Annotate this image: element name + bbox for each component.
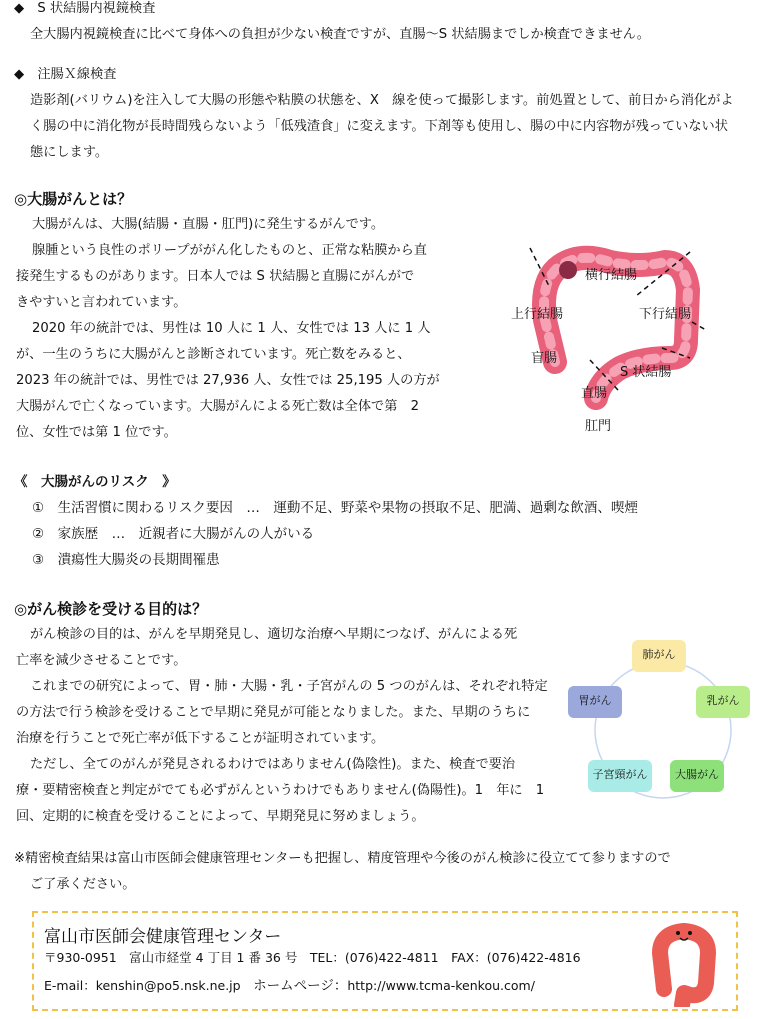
cycle-label-colon: 大腸がん [675, 768, 719, 781]
risk-item: ② 家族歴 … 近親者に大腸がんの人がいる [32, 526, 315, 542]
cycle-node-breast [696, 686, 750, 718]
purpose-heading: ◎がん検診を受ける目的は？ [14, 600, 208, 618]
barium-line: く腸の中に消化物が長時間残らないよう「低残渣食」に変えます。下剤等も使用し、腸の中に内容物が残っていない状 [30, 119, 728, 134]
label-sigmoid: S 状結腸 [620, 365, 672, 380]
cycle-label-cervical: 子宮頸がん [592, 768, 648, 781]
barium-line: 態にします。 [30, 145, 109, 160]
cycle-label-lung: 肺がん [642, 648, 676, 661]
label-rectum: 直腸 [581, 386, 608, 401]
cycle-node-stomach [568, 686, 622, 718]
about-line: 腺腫という良性のポリープががん化したものと、正常な粘膜から直 [32, 243, 427, 258]
cycle-node-cervical [588, 760, 652, 792]
purpose-line: これまでの研究によって、胃・肺・大腸・乳・子宮がんの 5 つのがんは、それぞれ特定 [30, 679, 548, 694]
purpose-line: 療・要精密検査と判定がでても必ずがんというわけでもありません(偽陽性)。1 年に 1 [16, 783, 545, 798]
about-line: 大腸がんで亡くなっています。大腸がんによる死亡数は全体で第 2 [16, 399, 419, 414]
label-anus: 肛門 [585, 419, 612, 434]
email-link[interactable]: kenshin@po5.nsk.ne.jp [95, 978, 241, 993]
footer-org: 富山市医師会健康管理センター [44, 927, 282, 947]
homepage-link[interactable]: http://www.tcma-kenkou.com/ [347, 978, 535, 993]
homepage-label: ホームページ： [253, 978, 348, 994]
about-heading: ◎大腸がんとは？ [14, 190, 133, 208]
risk-item: ① 生活習慣に関わるリスク要因 … 運動不足、野菜や果物の摂取不足、肥満、過剰な飲酒、喫煙 [32, 500, 638, 516]
about-line: 2020 年の統計では、男性は 10 人に 1 人、女性では 13 人に 1 人 [32, 321, 431, 336]
purpose-line: 回、定期的に検査を受けることによって、早期発見に努めましょう。 [16, 809, 425, 824]
sigmoidoscopy-body: 全大腸内視鏡検査に比べて身体への負担が少ない検査ですが、直腸～S 状結腸までしか検査できません。 [30, 27, 650, 42]
cycle-label-stomach: 胃がん [578, 694, 612, 707]
about-line: 位、女性では第 1 位です。 [16, 425, 177, 440]
about-line: 2023 年の統計では、男性では 27,936 人、女性では 25,195 人の方が [16, 373, 440, 388]
label-transverse: 横行結腸 [585, 268, 638, 283]
barium-line: 造影剤(バリウム)を注入して大腸の形態や粘膜の状態を、X 線を使って撮影します。前処置として、前日から消化がよ [30, 93, 734, 108]
note-line: ※精密検査結果は富山市医師会健康管理センターも把握し、精度管理や今後のがん検診に役立てて参りますので [14, 851, 671, 866]
note-line: ご了承ください。 [30, 877, 136, 892]
about-line: 大腸がんは、大腸(結腸・直腸・肛門)に発生するがんです。 [32, 217, 385, 232]
purpose-line: がん検診の目的は、がんを早期発見し、適切な治療へ早期につなげ、がんによる死 [30, 627, 518, 642]
footer-address: 〒930-0951 富山市経堂 4 丁目 1 番 36 号 TEL：(076)422-4811 FAX：(076)422-4816 [44, 950, 581, 965]
purpose-line: 亡率を減少させることです。 [16, 653, 187, 668]
label-ascending: 上行結腸 [511, 307, 564, 322]
risk-item: ③ 潰瘍性大腸炎の長期間罹患 [32, 552, 220, 568]
sigmoidoscopy-title: ◆ S 状結腸内視鏡検査 [14, 1, 156, 16]
label-descending: 下行結腸 [639, 307, 692, 322]
barium-title: ◆ 注腸Ｘ線検査 [14, 67, 117, 82]
about-line: が、一生のうちに大腸がんと診断されています。死亡数をみると、 [16, 347, 411, 362]
risk-heading: 《 大腸がんのリスク 》 [14, 474, 176, 490]
colon-mascot-icon [644, 917, 724, 1007]
about-line: 接発生するものがあります。日本人では S 状結腸と直腸にがんがで [16, 269, 415, 284]
purpose-line: 治療を行うことで死亡率が低下することが証明されています。 [16, 731, 385, 746]
purpose-line: の方法で行う検診を受けることで早期に発見が可能となりました。また、早期のうちに [16, 705, 531, 720]
purpose-line: ただし、全てのがんが発見されるわけではありません(偽陰性)。また、検査で要治 [30, 757, 516, 772]
label-cecum: 盲腸 [531, 351, 558, 366]
cycle-label-breast: 乳がん [706, 694, 740, 707]
cycle-node-colon [670, 760, 724, 792]
about-line: きやすいと言われています。 [16, 295, 187, 310]
email-label: E-mail： [44, 978, 96, 993]
cycle-node-lung [632, 640, 686, 672]
footer-contact-line [44, 974, 535, 994]
polyp-face-icon [559, 261, 577, 279]
